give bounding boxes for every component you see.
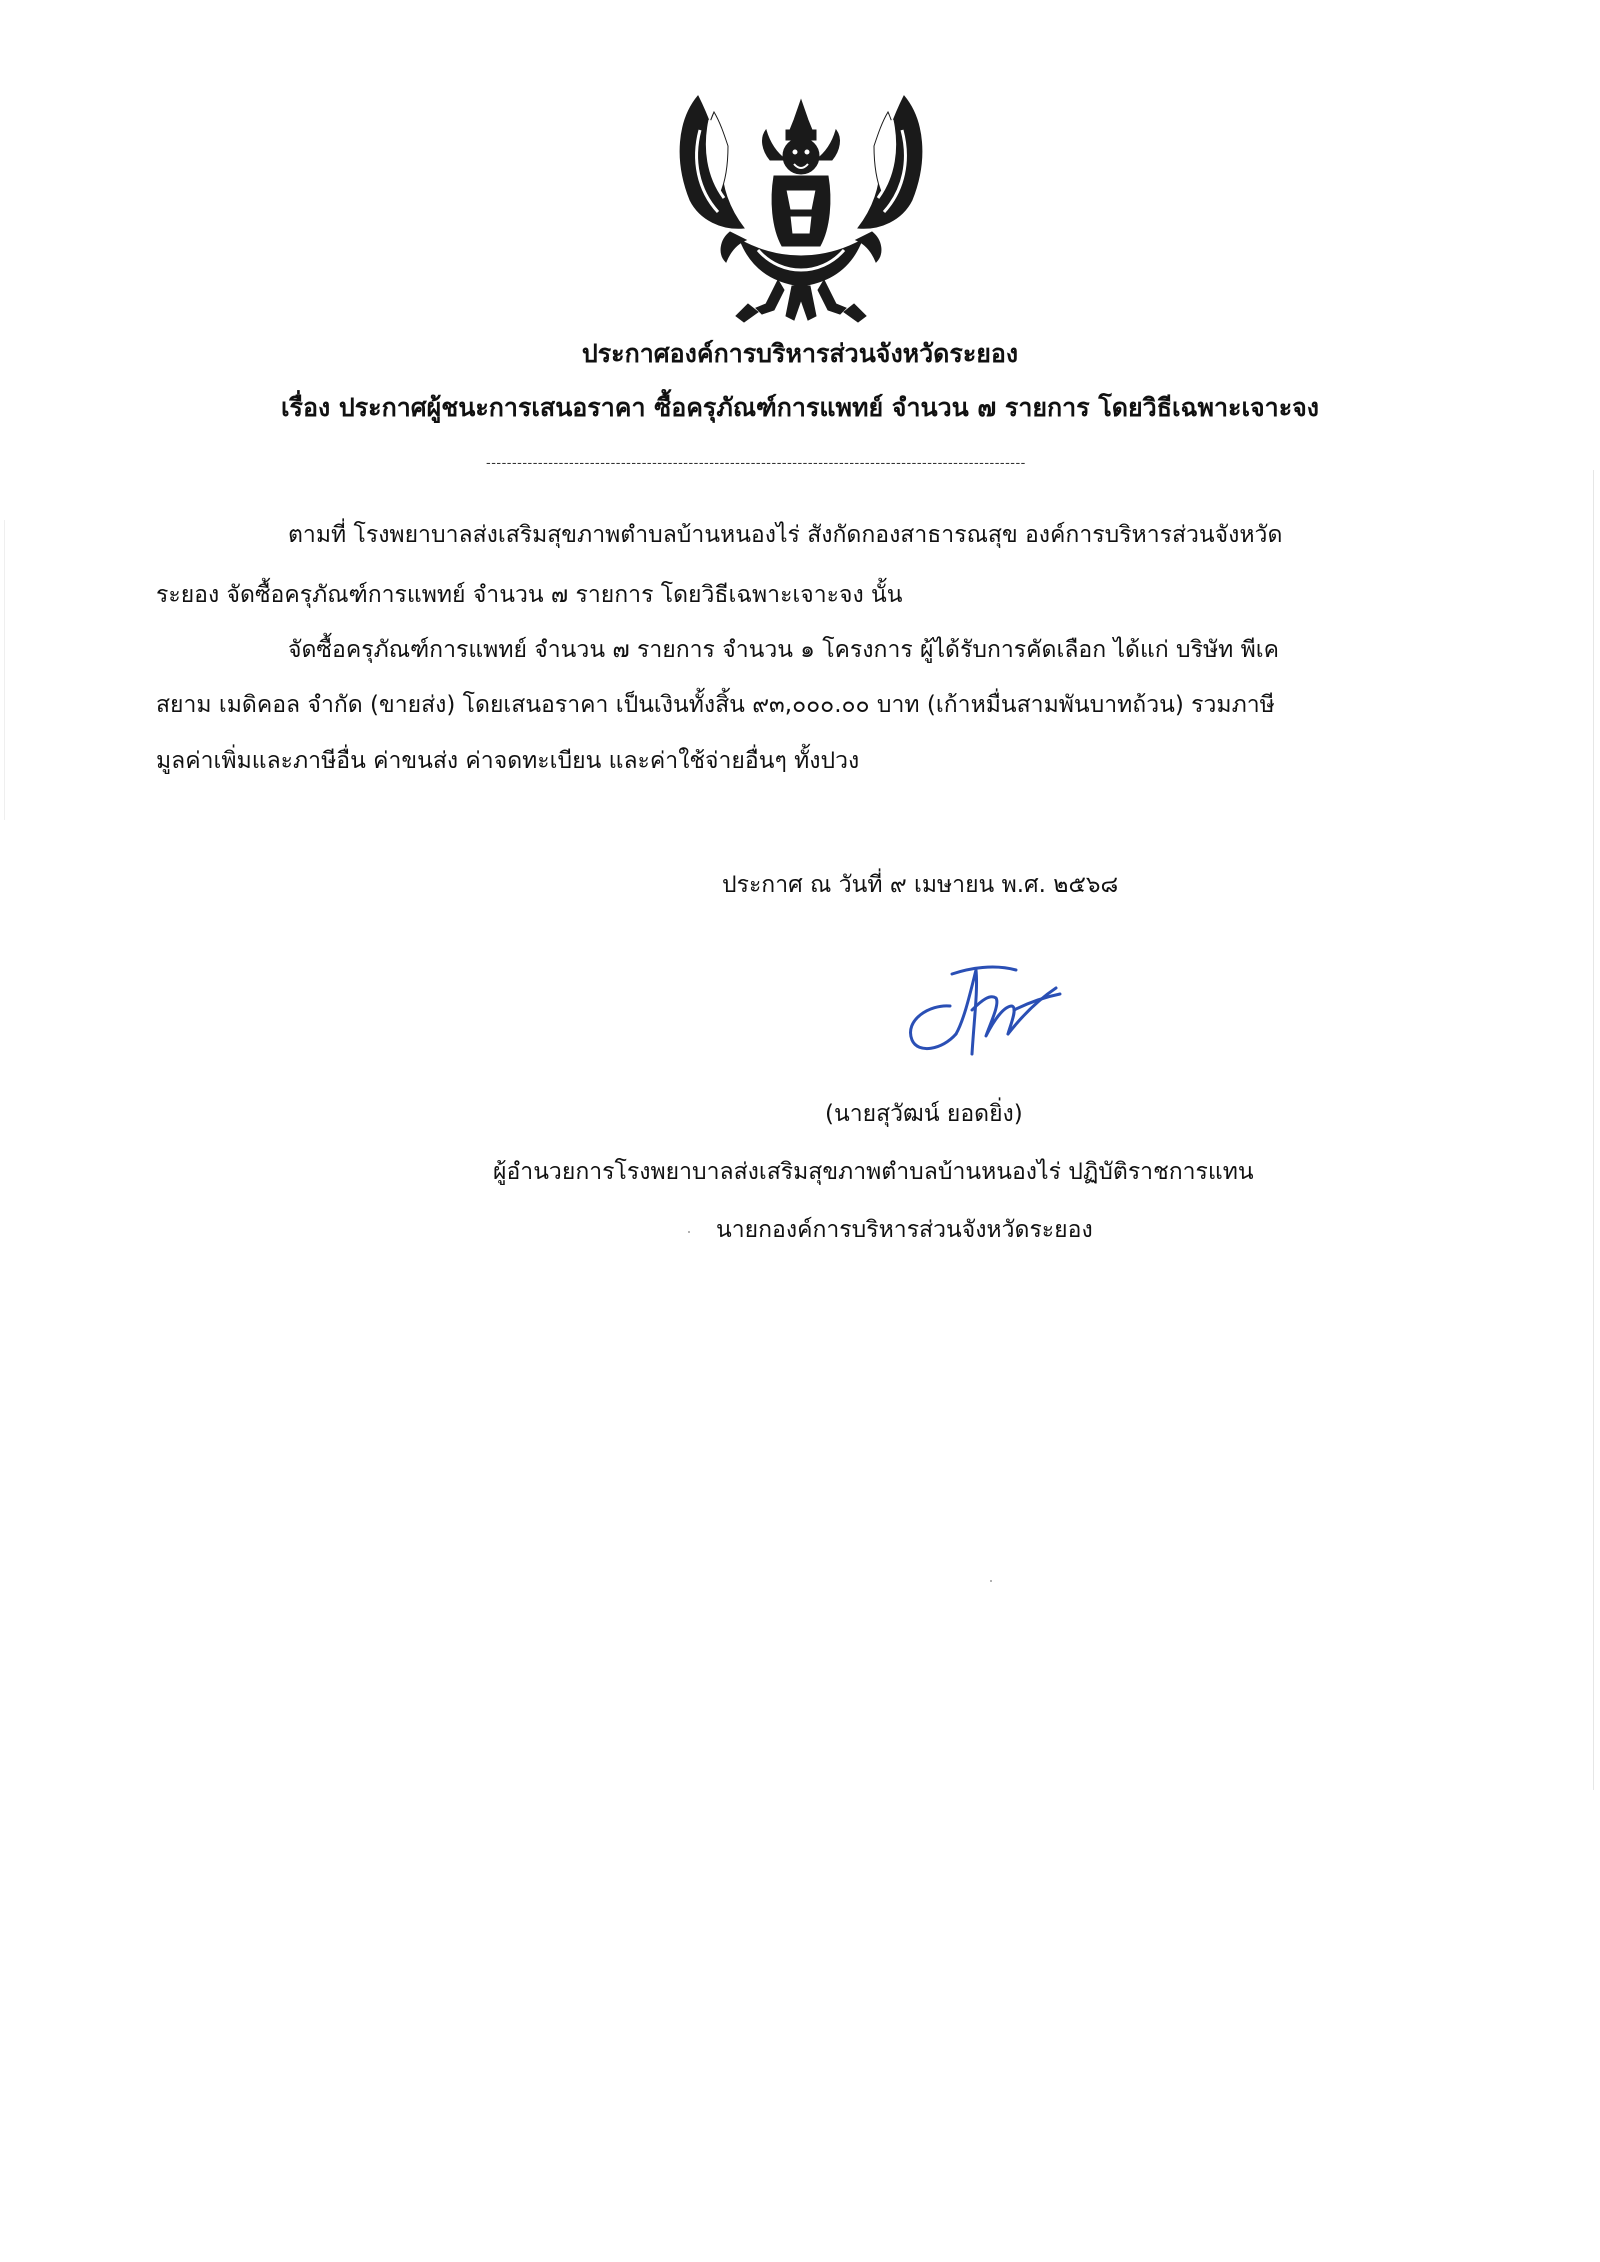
signature-image: [890, 950, 1090, 1070]
announcement-subject: เรื่อง ประกาศผู้ชนะการเสนอราคา ซื้อครุภัณฑ์การแพทย์ จำนวน ๗ รายการ โดยวิธีเฉพาะเจาะจง: [280, 393, 1319, 422]
scan-edge-line: [1593, 470, 1594, 1790]
body-line: มูลค่าเพิ่มและภาษีอื่น ค่าขนส่ง ค่าจดทะเบียน และค่าใช้จ่ายอื่นๆ ทั้งปวง: [156, 748, 860, 774]
dashed-separator: --------------------------------------------------------------------------------------------------------: [486, 458, 1026, 470]
signer-position: ผู้อำนวยการโรงพยาบาลส่งเสริมสุขภาพตำบลบ้านหนองไร่ ปฏิบัติราชการแทน: [493, 1159, 1254, 1185]
scan-edge-line-left: [4, 520, 5, 820]
announcement-title: ประกาศองค์การบริหารส่วนจังหวัดระยอง: [581, 339, 1019, 368]
signer-organization: นายกองค์การบริหารส่วนจังหวัดระยอง: [716, 1217, 1093, 1243]
scan-speck: [688, 1231, 690, 1233]
body-line: ตามที่ โรงพยาบาลส่งเสริมสุขภาพตำบลบ้านหนองไร่ สังกัดกองสาธารณสุข องค์การบริหารส่วนจังหวัด: [288, 522, 1283, 548]
signer-name: (นายสุวัฒน์ ยอดยิ่ง): [825, 1101, 1023, 1127]
body-line: สยาม เมดิคอล จำกัด (ขายส่ง) โดยเสนอราคา เป็นเงินทั้งสิ้น ๙๓,๐๐๐.๐๐ บาท (เก้าหมื่นสามพันบาทถ้วน) รวมภาษี: [156, 692, 1275, 718]
body-line: ระยอง จัดซื้อครุภัณฑ์การแพทย์ จำนวน ๗ รายการ โดยวิธีเฉพาะเจาะจง นั้น: [156, 582, 903, 608]
announcement-date: ประกาศ ณ วันที่ ๙ เมษายน พ.ศ. ๒๕๖๘: [722, 872, 1119, 898]
garuda-emblem-icon: [670, 90, 932, 330]
body-line: จัดซื้อครุภัณฑ์การแพทย์ จำนวน ๗ รายการ จำนวน ๑ โครงการ ผู้ได้รับการคัดเลือก ได้แก่ บริษัท พีเค: [288, 637, 1280, 663]
scan-speck: [990, 1580, 992, 1582]
